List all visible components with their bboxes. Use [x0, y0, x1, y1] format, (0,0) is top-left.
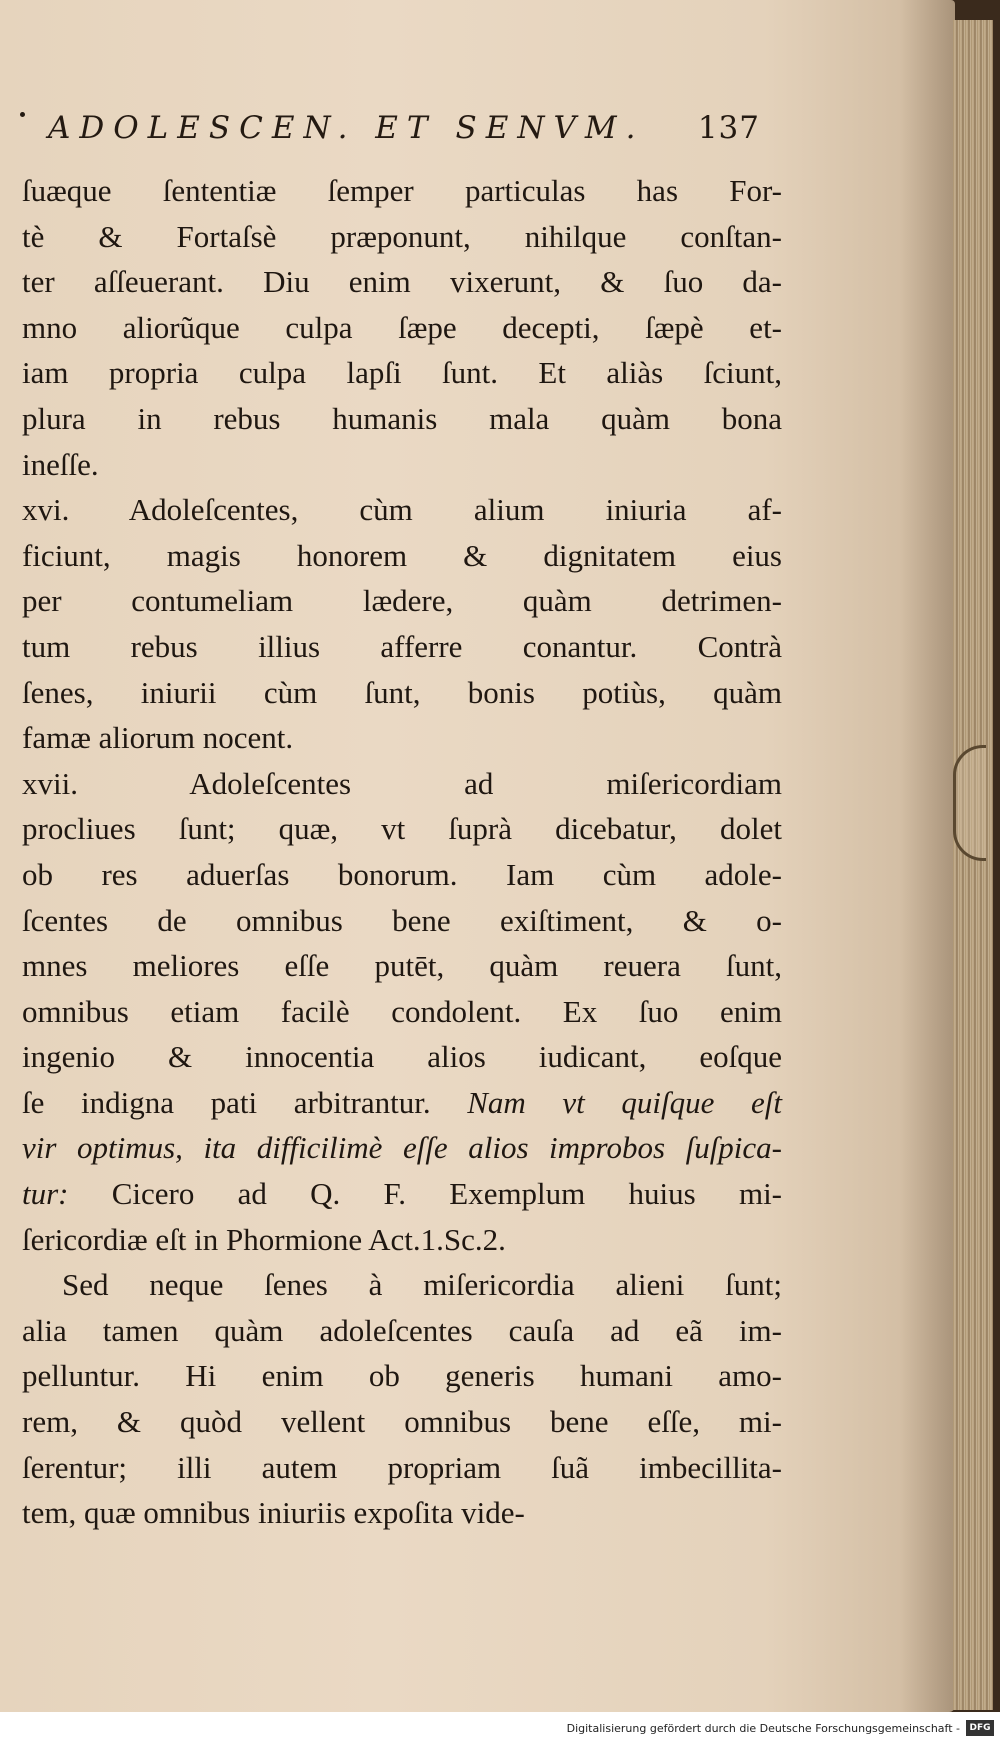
text-line [22, 1034, 782, 1080]
text-line [22, 943, 782, 989]
text-line [22, 396, 782, 442]
italic-quote: Nam vt quiſque eſt [467, 1084, 782, 1120]
text-line [22, 1490, 782, 1536]
text-line [22, 898, 782, 944]
text-span: Cicero ad Q. F. Exemplum huius mi- [68, 1176, 782, 1212]
text-span: pelluntur. Hi enim ob generis humani amo- [22, 1358, 782, 1394]
text-span: ficiunt, magis honorem & dignitatem eius [22, 537, 782, 573]
italic-quote: tur: [22, 1176, 69, 1212]
text-span: ſe indigna pati arbitrantur. [22, 1084, 468, 1120]
text-span: ſcentes de omnibus bene exiſtiment, & o- [22, 902, 782, 938]
text-span: xvii. Adoleſcentes ad miſericordiam [22, 765, 782, 801]
text-span: tem, quæ omnibus iniuriis expoſita vide- [22, 1495, 525, 1531]
body-text [22, 168, 782, 1536]
text-span: ſerentur; illi autem propriam ſuã imbecillita- [22, 1449, 782, 1485]
text-span: ter aſſeuerant. Diu enim vixerunt, & ſuo da- [22, 264, 782, 300]
text-span: ſenes, iniurii cùm ſunt, bonis potiùs, quàm [22, 674, 782, 710]
text-span: tè & Fortaſsè præponunt, nihilque conſtan- [22, 218, 782, 254]
text-line [22, 624, 782, 670]
text-span: ob res aduerſas bonorum. Iam cùm adole- [22, 856, 782, 892]
dfg-logo: DFG [966, 1720, 994, 1736]
running-head-title: ADOLESCEN. ET SENVM. [48, 110, 645, 146]
text-span: alia tamen quàm adoleſcentes cauſa ad eã im- [22, 1312, 782, 1348]
text-line [22, 1308, 782, 1354]
book-fore-edge [953, 20, 993, 1710]
text-span: plura in rebus humanis mala quàm bona [22, 400, 782, 436]
page-number: 137 [697, 110, 760, 146]
text-line [22, 989, 782, 1035]
text-line [22, 442, 782, 488]
text-line [22, 350, 782, 396]
text-span: mno aliorũque culpa ſæpe decepti, ſæpè et- [22, 309, 782, 345]
text-span: tum rebus illius afferre conantur. Contrà [22, 628, 782, 664]
text-line [22, 1171, 782, 1217]
text-line [22, 214, 782, 260]
italic-quote: vir optimus, ita difficilimè eſſe alios improbos ſuſpica- [22, 1130, 782, 1166]
text-span: procliues ſunt; quæ, vt ſuprà dicebatur, dolet [22, 811, 782, 847]
text-span: omnibus etiam facilè condolent. Ex ſuo enim [22, 993, 782, 1029]
text-line [22, 1353, 782, 1399]
text-line [22, 761, 782, 807]
text-span: xvi. Adoleſcentes, cùm alium iniuria af- [22, 492, 782, 528]
text-span: mnes meliores eſſe putēt, quàm reuera ſunt, [22, 948, 782, 984]
bookmark-ribbon [953, 745, 986, 861]
text-line [22, 806, 782, 852]
text-line [22, 1125, 782, 1171]
text-span: famæ aliorum nocent. [22, 720, 294, 756]
text-line [22, 259, 782, 305]
text-span: ingenio & innocentia alios iudicant, eoſque [22, 1039, 782, 1075]
running-head [48, 110, 768, 155]
text-line [22, 1399, 782, 1445]
text-line [22, 305, 782, 351]
text-span: ineſſe. [22, 446, 99, 482]
text-span: ſericordiæ eſt in Phormione Act.1.Sc.2. [22, 1221, 506, 1257]
text-line [22, 1445, 782, 1491]
text-line [22, 1217, 782, 1263]
text-line [22, 168, 782, 214]
text-line [22, 852, 782, 898]
text-line [22, 487, 782, 533]
text-line [22, 670, 782, 716]
text-line [22, 1262, 782, 1308]
text-span: Sed neque ſenes à miſericordia alieni ſunt; [62, 1267, 782, 1303]
text-line [22, 533, 782, 579]
text-line [22, 1080, 782, 1126]
page-edge-shadow [900, 0, 955, 1712]
text-line [22, 715, 782, 761]
digitization-credit: Digitalisierung gefördert durch die Deutsche Forschungsgemeinschaft - [566, 1722, 960, 1735]
text-line [22, 578, 782, 624]
text-span: per contumeliam lædere, quàm detrimen- [22, 583, 782, 619]
ornament-dot [20, 112, 25, 117]
text-span: rem, & quòd vellent omnibus bene eſſe, mi- [22, 1404, 782, 1440]
text-span: ſuæque ſententiæ ſemper particulas has For- [22, 173, 782, 208]
text-span: iam propria culpa lapſi ſunt. Et aliàs ſciunt, [22, 355, 782, 391]
